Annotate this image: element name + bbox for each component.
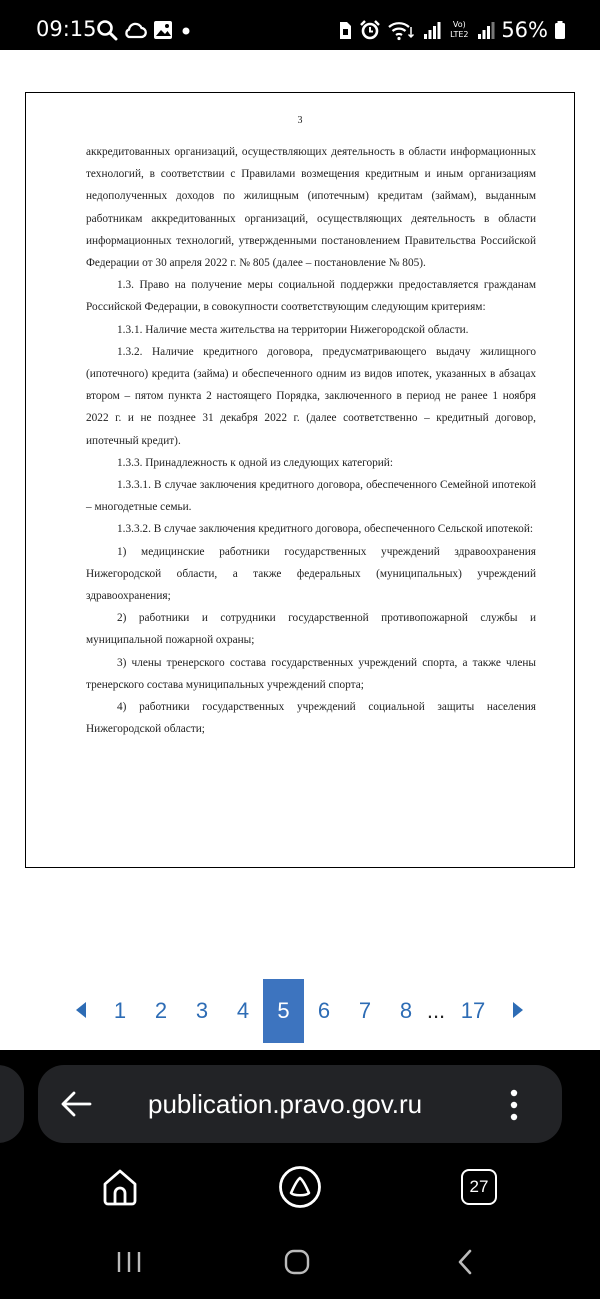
- battery-icon: [554, 19, 566, 41]
- page-link-17[interactable]: 17: [460, 998, 486, 1023]
- search-icon: [96, 19, 118, 41]
- recent-apps-icon[interactable]: [116, 1249, 142, 1275]
- side-tab-preview[interactable]: [0, 1065, 24, 1143]
- page-link-8[interactable]: 8: [399, 998, 413, 1023]
- signal-icon: [477, 19, 495, 41]
- paragraph: 1.3.3.1. В случае заключения кредитного договора, обеспеченного Семейной ипотекой – многодетные семьи.: [86, 479, 536, 514]
- status-bar: [0, 0, 600, 50]
- back-arrow-icon[interactable]: [58, 1086, 94, 1122]
- home-nav-icon[interactable]: [284, 1249, 310, 1275]
- alarm-icon: [359, 19, 381, 41]
- pagination-ellipsis: ...: [426, 998, 446, 1023]
- page-link-6[interactable]: 6: [317, 998, 331, 1023]
- page-link-7[interactable]: 7: [358, 998, 372, 1023]
- browser-chrome: [0, 1050, 600, 1299]
- page-link-5-active[interactable]: 5: [263, 979, 304, 1043]
- next-page-icon[interactable]: [513, 1002, 523, 1018]
- wifi-icon: [387, 19, 417, 41]
- system-icons: [337, 17, 566, 43]
- paragraph: 1.3.2. Наличие кредитного договора, предусматривающего выдачу жилищного (ипотечного) кредита (займа) и обеспеченного одним из видов ипотек, указанных в абзацах втором – пятом пункта 2 настоящего Порядка, заключенного в период не ранее 1 ноября 2022 г. и не позднее 31 декабря 2022 г. (далее соответственно – кредитный договор, ипотечный кредит).: [86, 345, 536, 447]
- paragraph: 1.3. Право на получение меры социальной поддержки предоставляется гражданам Российской Федерации, в совокупности соответствующим следующим критериям:: [86, 279, 536, 314]
- dot-icon: [179, 19, 193, 41]
- url-text[interactable]: publication.pravo.gov.ru: [148, 1089, 423, 1119]
- paragraph: 1.3.1. Наличие места жительства на территории Нижегородской области.: [117, 323, 469, 336]
- document-text: [86, 141, 536, 740]
- paragraph: 1.3.3. Принадлежность к одной из следующих категорий:: [117, 456, 393, 469]
- paragraph: 2) работники и сотрудники государственной противопожарной службы и муниципальной пожарной охраны;: [86, 612, 536, 647]
- page-link-2[interactable]: 2: [154, 998, 168, 1023]
- paragraph: 3) члены тренерского состава государственных учреждений спорта, а также члены тренерского состава муниципальных учреждений спорта;: [86, 656, 536, 691]
- paragraph: 1.3.3.2. В случае заключения кредитного договора, обеспеченного Сельской ипотекой:: [117, 523, 533, 536]
- paragraph: 1) медицинские работники государственных учреждений здравоохранения Нижегородской области, а также федеральных (муниципальных) учреждений здравоохранения;: [86, 545, 536, 603]
- sim-icon: [337, 19, 353, 41]
- tab-switcher-button[interactable]: [461, 1169, 497, 1205]
- assistant-icon[interactable]: [278, 1165, 322, 1209]
- page-link-3[interactable]: 3: [195, 998, 209, 1023]
- back-nav-icon[interactable]: [455, 1249, 475, 1275]
- address-bar[interactable]: [38, 1065, 562, 1143]
- page-number: 3: [297, 115, 303, 126]
- previous-page-icon[interactable]: [76, 1002, 86, 1018]
- image-icon: [152, 19, 174, 41]
- tab-count: 27: [469, 1177, 489, 1196]
- notification-icons: [96, 17, 193, 43]
- more-options-icon[interactable]: [508, 1087, 520, 1123]
- paragraph: 4) работники государственных учреждений социальной защиты населения Нижегородской области;: [86, 701, 536, 736]
- pagination: [0, 979, 600, 1043]
- signal-icon: [423, 19, 441, 41]
- home-icon[interactable]: [101, 1168, 139, 1208]
- paragraph: аккредитованных организаций, осуществляющих деятельность в области информационных технологий, в соответствии с Правилами возмещения кредитным и иным организациям недополученных доходов по жилищным (ипотечным) кредитам (займам), выданным работникам аккредитованных организаций, осуществляющих деятельность в области информационных технологий, утвержденными постановлением Правительства Российской Федерации от 30 апреля 2022 г. № 805 (далее – постановление № 805).: [86, 146, 536, 270]
- battery-percent: 56%: [501, 18, 548, 42]
- document-page: [25, 92, 575, 868]
- cloud-icon: [123, 19, 147, 41]
- page-link-4[interactable]: 4: [236, 998, 250, 1023]
- page-link-1[interactable]: 1: [113, 998, 127, 1023]
- network-type: Vo) LTE2: [450, 20, 469, 39]
- status-time: 09:15: [36, 17, 97, 41]
